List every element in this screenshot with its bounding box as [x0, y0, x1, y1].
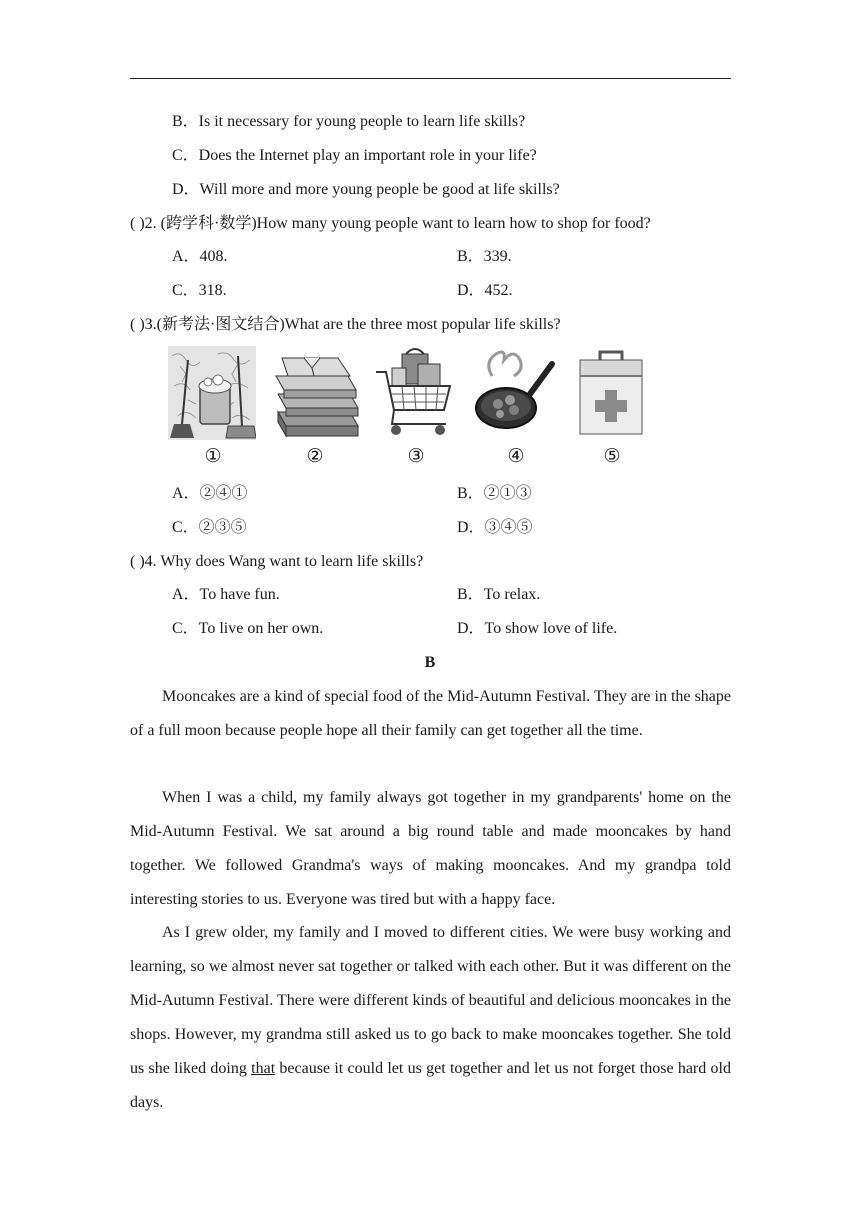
underlined-word: that [251, 1060, 276, 1077]
q3-option-d: D．③④⑤ [457, 519, 533, 536]
q4-stem: ( )4. Why does Wang want to learn life skills? [130, 553, 424, 570]
paragraph-3-part-1: As I grew older, my family and I moved to different cities. We were busy working and learning, so we almost never sat together or talked with each other. But it was different on the Mid-Autumn Festival. There were different kinds of beautiful and delicious mooncakes in the shops. However, my grandma still asked us to go back to make mooncakes together. She told us she liked doing [130, 924, 731, 1077]
image-number-1: ① [204, 446, 222, 467]
image-number-3: ③ [407, 446, 425, 467]
section-heading: B [424, 654, 436, 671]
image-number-4: ④ [507, 446, 525, 467]
paragraph-3 [130, 916, 731, 1120]
header-rule [130, 78, 731, 79]
frying-pan-icon [472, 346, 556, 440]
q4-option-b: B．To relax. [457, 586, 541, 603]
q3-option-a: A．②④① [172, 485, 248, 502]
q2-option-b: B．339. [457, 248, 512, 265]
q4-option-d: D．To show love of life. [457, 620, 618, 637]
q2-option-c: C．318. [172, 282, 227, 299]
paragraph-1: Mooncakes are a kind of special food of the Mid-Autumn Festival. They are in the shape of a full moon because people hope all their family can get together all the time. [130, 688, 731, 739]
q3-stem: ( )3.(新考法·图文结合)What are the three most popular life skills? [130, 316, 561, 333]
paragraph-2: When I was a child, my family always got together in my grandparents' home on the Mid-Autumn Festival. We sat around a big round table and made mooncakes by hand together. We followed Grandma's ways of making mooncakes. And my grandpa told interesting stories to us. Everyone was tired but with a happy face. [130, 789, 731, 908]
q4-option-a: A．To have fun. [172, 586, 280, 603]
image-number-5: ⑤ [603, 446, 621, 467]
q2-option-d: D．452. [457, 282, 513, 299]
q2-stem: ( )2. (跨学科·数学)How many young people want to learn how to shop for food? [130, 215, 651, 232]
q1-option-d: D．Will more and more young people be good at life skills? [172, 181, 560, 198]
image-number-2: ② [306, 446, 324, 467]
shopping-cart-icon [374, 346, 456, 440]
first-aid-kit-icon [576, 346, 646, 440]
paragraph-3-part-2: because it could let us get together and let us not forget those hard old days. [130, 1060, 731, 1111]
q2-option-a: A．408. [172, 248, 228, 265]
q4-option-c: C．To live on her own. [172, 620, 324, 637]
q1-option-b: B．Is it necessary for young people to learn life skills? [172, 113, 526, 130]
q3-option-b: B．②①③ [457, 485, 532, 502]
q1-option-c: C．Does the Internet play an important role in your life? [172, 147, 537, 164]
folded-clothes-icon [270, 346, 362, 440]
cleaning-tools-icon [168, 346, 256, 440]
q3-option-c: C．②③⑤ [172, 519, 247, 536]
